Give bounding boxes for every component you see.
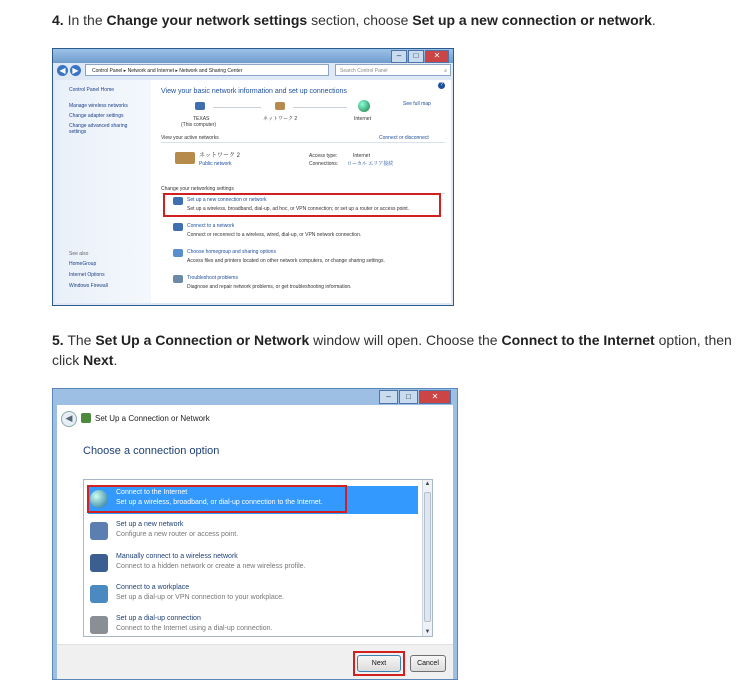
option-title: Manually connect to a wireless network — [116, 553, 238, 560]
step-bold: Connect to the Internet — [501, 332, 655, 348]
access-type-label: Access type: — [309, 153, 338, 159]
sidebar-item[interactable]: Manage wireless networks — [69, 103, 128, 109]
task-link[interactable]: Troubleshoot problems — [187, 275, 238, 281]
connection-options-list — [83, 479, 433, 637]
task-description: Access files and printers located on other network computers, or change sharing settings. — [187, 258, 385, 264]
option-title: Set up a dial-up connection — [116, 615, 201, 622]
address-text: Control Panel ▸ Network and Internet ▸ Network and Sharing Center — [92, 68, 243, 74]
step-number: 4. — [52, 12, 64, 28]
back-arrow-icon[interactable]: ◀ — [57, 65, 68, 76]
task-link[interactable]: Set up a new connection or network — [187, 197, 267, 203]
search-placeholder: Search Control Panel — [340, 68, 388, 74]
sidebar-item[interactable]: settings — [69, 129, 87, 135]
sidebar-home-link[interactable]: Control Panel Home — [69, 87, 115, 93]
step-4-instruction — [52, 10, 656, 30]
page-heading: View your basic network information and set up connections — [161, 88, 347, 95]
network-icon — [81, 413, 91, 423]
window-title: Set Up a Connection or Network — [95, 414, 210, 423]
see-full-map-link[interactable]: See full map — [403, 101, 431, 107]
option-manual-wireless[interactable] — [88, 550, 418, 578]
step-bold: Set up a new connection or network — [412, 12, 652, 28]
bench-network-icon — [275, 102, 285, 110]
search-icon: ⌕ — [444, 68, 447, 74]
help-icon[interactable]: ? — [438, 82, 445, 89]
step-bold: Next — [83, 352, 114, 368]
task-description: Connect or reconnect to a wireless, wired, dial-up, or VPN network connection. — [187, 232, 362, 238]
step-text: In the — [63, 12, 107, 28]
computer-icon — [195, 102, 205, 110]
step-text: . — [651, 12, 656, 28]
option-title: Connect to a workplace — [116, 584, 190, 591]
computer-subtitle: (This computer) — [181, 122, 217, 128]
option-description: Connect to the Internet using a dial-up connection. — [116, 625, 273, 632]
maximize-icon[interactable]: □ — [408, 50, 424, 63]
bench-icon — [175, 152, 195, 164]
sidebar-item[interactable]: HomeGroup — [69, 261, 97, 267]
option-workplace[interactable] — [88, 581, 418, 609]
task-description: Set up a wireless, broadband, dial-up, ad hoc, or VPN connection; or set up a router or access point. — [187, 206, 410, 212]
task-description: Diagnose and repair network problems, or get troubleshooting information. — [187, 284, 352, 290]
forward-arrow-icon[interactable]: ▶ — [70, 65, 81, 76]
router-icon — [90, 522, 108, 540]
option-dialup[interactable] — [88, 612, 418, 640]
minimize-icon[interactable]: – — [379, 390, 398, 404]
setup-connection-window-screenshot — [52, 388, 458, 680]
title-bar — [53, 49, 453, 63]
active-network-name: ネットワーク 2 — [199, 153, 241, 159]
option-description: Set up a wireless, broadband, or dial-up connection to the Internet. — [116, 499, 323, 506]
page-heading: Choose a connection option — [83, 445, 220, 457]
main-panel — [151, 80, 451, 303]
wizard-body — [57, 405, 453, 679]
step-5-instruction — [52, 330, 732, 370]
step-bold: Change your network settings — [106, 12, 308, 28]
map-line — [293, 107, 347, 108]
highlight-box — [87, 485, 347, 513]
connect-disconnect-link[interactable]: Connect or disconnect — [379, 135, 429, 141]
address-bar-row — [55, 64, 451, 78]
network-name: ネットワーク 2 — [263, 116, 298, 122]
step-text: The — [63, 332, 96, 348]
scroll-up-icon[interactable]: ▲ — [424, 481, 431, 487]
option-title: Connect to the Internet — [116, 489, 188, 496]
option-description: Set up a dial-up or VPN connection to your workplace. — [116, 594, 285, 601]
see-also-label: See also — [69, 251, 89, 257]
connect-network-icon — [173, 223, 183, 231]
step-text: option, then click — [52, 332, 732, 368]
search-input[interactable] — [335, 64, 451, 76]
close-icon[interactable]: ✕ — [425, 50, 449, 63]
workplace-icon — [90, 585, 108, 603]
sidebar-item[interactable]: Windows Firewall — [69, 283, 108, 289]
option-description: Connect to a hidden network or create a new wireless profile. — [116, 563, 306, 570]
highlight-box — [163, 193, 441, 217]
sidebar — [55, 80, 151, 303]
minimize-icon[interactable]: – — [391, 50, 407, 63]
step-bold: Set Up a Connection or Network — [95, 332, 310, 348]
address-field[interactable] — [85, 64, 329, 76]
window-controls — [379, 390, 451, 404]
divider — [161, 142, 445, 143]
step-text: section, choose — [307, 12, 413, 28]
option-new-network[interactable] — [88, 518, 418, 546]
network-type-link[interactable]: Public network — [199, 161, 232, 167]
access-type-value: Internet — [353, 153, 370, 159]
task-link[interactable]: Connect to a network — [187, 223, 235, 229]
step-number: 5. — [52, 332, 64, 348]
task-link[interactable]: Choose homegroup and sharing options — [187, 249, 276, 255]
next-button[interactable]: Next — [357, 655, 401, 672]
step-text: . — [113, 352, 118, 368]
map-line — [213, 107, 261, 108]
option-description: Configure a new router or access point. — [116, 531, 239, 538]
active-networks-label: View your active networks — [161, 135, 219, 141]
scroll-thumb[interactable] — [424, 492, 431, 622]
wireless-icon — [90, 554, 108, 572]
globe-icon — [358, 100, 370, 112]
sidebar-item[interactable]: Change adapter settings — [69, 113, 124, 119]
computer-name: TEXAS — [193, 116, 210, 122]
network-sharing-center-screenshot — [52, 48, 454, 306]
step-text: window will open. Choose the — [309, 332, 502, 348]
connections-link[interactable]: ローカル エリア接続 — [347, 161, 394, 167]
cancel-button[interactable]: Cancel — [410, 655, 446, 672]
sidebar-item[interactable]: Internet Options — [69, 272, 105, 278]
troubleshoot-icon — [173, 275, 183, 283]
change-settings-label: Change your networking settings — [161, 186, 234, 192]
back-arrow-icon[interactable]: ◀ — [61, 411, 77, 427]
highlight-box — [353, 651, 405, 676]
window-controls — [391, 50, 449, 63]
sidebar-item[interactable]: Change advanced sharing — [69, 123, 128, 129]
option-title: Set up a new network — [116, 521, 184, 528]
scrollbar[interactable] — [422, 480, 432, 636]
maximize-icon[interactable]: □ — [399, 390, 418, 404]
button-bar — [57, 644, 453, 679]
internet-label: Internet — [354, 116, 371, 122]
close-icon[interactable]: ✕ — [419, 390, 451, 404]
phone-icon — [90, 616, 108, 634]
connections-label: Connections: — [309, 161, 339, 167]
scroll-down-icon[interactable]: ▼ — [424, 629, 431, 635]
homegroup-icon — [173, 249, 183, 257]
